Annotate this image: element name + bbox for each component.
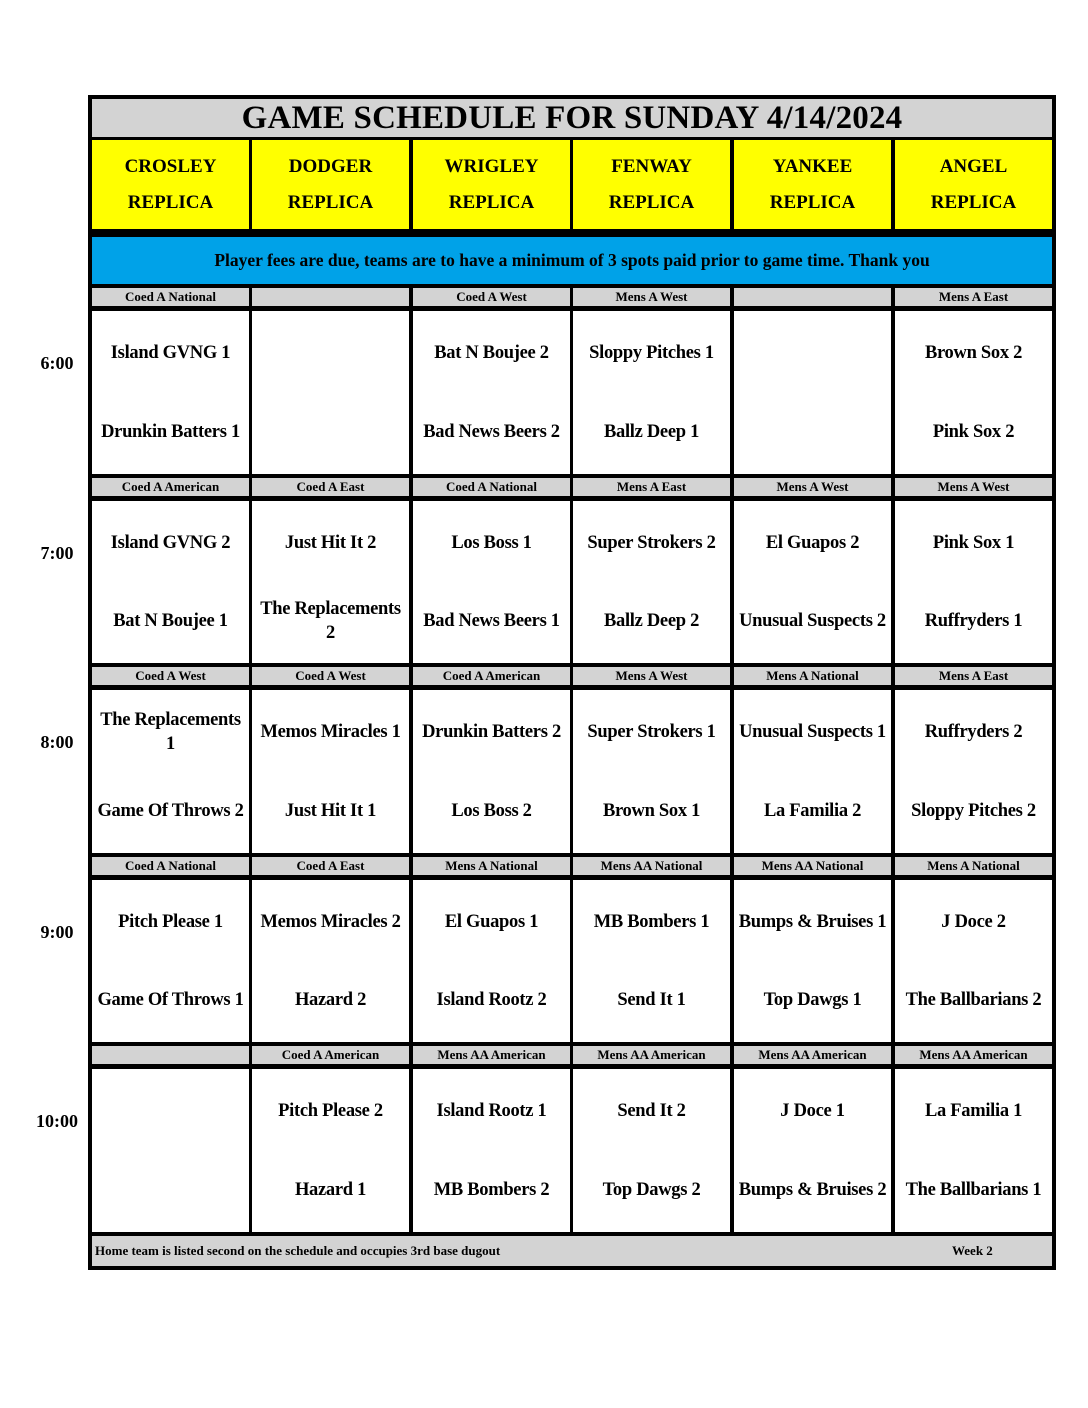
game-cell <box>895 501 1052 663</box>
division-label: Mens A East <box>573 478 730 496</box>
division-label <box>734 288 891 306</box>
division-label: Coed A East <box>252 857 409 875</box>
division-label: Coed A National <box>92 857 249 875</box>
game-cell <box>573 501 730 663</box>
game-cell <box>573 1069 730 1232</box>
field-name: FENWAY <box>611 155 692 177</box>
away-team: Just Hit It 2 <box>284 533 377 553</box>
division-label: Coed A American <box>92 478 249 496</box>
away-team: Los Boss 1 <box>451 533 532 553</box>
game-cell <box>573 690 730 853</box>
home-team: Ballz Deep 2 <box>603 611 700 631</box>
time-label: 6:00 <box>40 353 74 373</box>
week-label: Week 2 <box>952 1243 993 1258</box>
time-label: 10:00 <box>36 1111 78 1131</box>
home-team: Drunkin Batters 1 <box>101 422 240 442</box>
away-team: Bumps & Bruises 1 <box>738 912 887 932</box>
home-team: Pink Sox 2 <box>932 422 1015 442</box>
game-cell <box>734 501 891 663</box>
game-cell <box>895 880 1052 1042</box>
home-team: Bat N Boujee 1 <box>113 611 228 631</box>
game-cell <box>92 501 249 663</box>
home-team: Game Of Throws 1 <box>97 990 244 1010</box>
field-type: REPLICA <box>287 191 374 213</box>
division-label: Mens A National <box>734 667 891 685</box>
field-header <box>413 140 570 229</box>
away-team: Send It 2 <box>617 1101 686 1121</box>
game-cell <box>734 1069 891 1232</box>
game-cell <box>252 501 409 663</box>
home-team: MB Bombers 2 <box>433 1180 550 1200</box>
division-label: Mens AA National <box>734 857 891 875</box>
away-team: Super Strokers 2 <box>587 533 716 553</box>
schedule-table <box>88 95 1056 1270</box>
away-team: La Familia 1 <box>924 1101 1023 1121</box>
away-team: El Guapos 2 <box>765 533 860 553</box>
game-cell <box>413 311 570 474</box>
away-team: El Guapos 1 <box>444 912 539 932</box>
away-team: Unusual Suspects 1 <box>739 722 886 742</box>
away-team: J Doce 2 <box>941 912 1006 932</box>
away-team: Pitch Please 1 <box>118 912 223 932</box>
home-team: The Ballbarians 1 <box>905 1180 1042 1200</box>
game-cell <box>573 311 730 474</box>
division-label: Mens A West <box>573 288 730 306</box>
division-label: Coed A West <box>92 667 249 685</box>
field-type: REPLICA <box>930 191 1017 213</box>
home-team: Game Of Throws 2 <box>97 801 244 821</box>
fee-notice-banner: Player fees are due, teams are to have a minimum of 3 spots paid prior to game time. Thank you <box>92 237 1052 284</box>
away-team: Drunkin Batters 2 <box>422 722 561 742</box>
game-cell <box>252 690 409 853</box>
division-label: Mens A West <box>734 478 891 496</box>
game-cell <box>573 880 730 1042</box>
away-team: Brown Sox 2 <box>924 343 1023 363</box>
schedule-title: GAME SCHEDULE FOR SUNDAY 4/14/2024 <box>92 99 1052 137</box>
field-name: ANGEL <box>939 155 1008 177</box>
division-label: Mens A West <box>895 478 1052 496</box>
footer-row <box>92 1236 1052 1266</box>
game-cell <box>413 501 570 663</box>
division-label: Mens AA American <box>734 1046 891 1064</box>
field-name: DODGER <box>288 155 373 177</box>
away-team: J Doce 1 <box>780 1101 845 1121</box>
home-team: Hazard 1 <box>294 1180 367 1200</box>
division-label: Mens AA American <box>895 1046 1052 1064</box>
home-team: Bad News Beers 1 <box>423 611 560 631</box>
home-team: The Ballbarians 2 <box>905 990 1042 1010</box>
home-team: Bumps & Bruises 2 <box>738 1180 887 1200</box>
away-team: Memos Miracles 1 <box>260 722 401 742</box>
home-team: Sloppy Pitches 2 <box>911 801 1036 821</box>
game-cell <box>895 1069 1052 1232</box>
field-type: REPLICA <box>769 191 856 213</box>
field-type: REPLICA <box>608 191 695 213</box>
game-cell <box>413 1069 570 1232</box>
division-label: Coed A National <box>92 288 249 306</box>
game-cell <box>734 690 891 853</box>
home-team: Bad News Beers 2 <box>423 422 560 442</box>
division-label: Coed A American <box>252 1046 409 1064</box>
field-name: YANKEE <box>772 155 853 177</box>
away-team: Bat N Boujee 2 <box>434 343 549 363</box>
game-cell <box>92 311 249 474</box>
division-label <box>92 1046 249 1064</box>
home-team: Top Dawgs 2 <box>602 1180 701 1200</box>
home-team: Hazard 2 <box>294 990 367 1010</box>
away-team: Memos Miracles 2 <box>260 912 401 932</box>
field-type: REPLICA <box>448 191 535 213</box>
home-team: Brown Sox 1 <box>602 801 701 821</box>
away-team: The Replacements 1 <box>100 710 241 754</box>
division-label: Mens A National <box>413 857 570 875</box>
field-name: CROSLEY <box>124 155 217 177</box>
division-label: Mens AA American <box>573 1046 730 1064</box>
division-label: Coed A West <box>413 288 570 306</box>
division-label: Mens A National <box>895 857 1052 875</box>
away-team: Island Rootz 1 <box>436 1101 547 1121</box>
away-team: MB Bombers 1 <box>593 912 710 932</box>
home-team: Send It 1 <box>617 990 686 1010</box>
game-cell <box>413 880 570 1042</box>
game-cell <box>252 311 409 474</box>
division-label: Coed A American <box>413 667 570 685</box>
field-header <box>573 140 730 229</box>
field-header <box>895 140 1052 229</box>
game-cell <box>734 311 891 474</box>
home-team: The Replacements 2 <box>260 599 401 643</box>
time-label: 9:00 <box>40 922 74 942</box>
away-team: Pitch Please 2 <box>278 1101 383 1121</box>
footer-note: Home team is listed second on the schedule and occupies 3rd base dugout <box>95 1243 501 1258</box>
away-team: Super Strokers 1 <box>587 722 716 742</box>
game-cell <box>252 1069 409 1232</box>
time-label: 8:00 <box>40 732 74 752</box>
home-team: Island Rootz 2 <box>436 990 547 1010</box>
division-label: Mens A East <box>895 288 1052 306</box>
division-label: Coed A National <box>413 478 570 496</box>
game-cell <box>895 311 1052 474</box>
field-type: REPLICA <box>127 191 214 213</box>
home-team: Top Dawgs 1 <box>763 990 862 1010</box>
game-cell <box>92 1069 249 1232</box>
time-label: 7:00 <box>40 543 74 563</box>
field-header <box>734 140 891 229</box>
game-cell <box>92 880 249 1042</box>
game-cell <box>92 690 249 853</box>
home-team: Unusual Suspects 2 <box>739 611 886 631</box>
division-label: Coed A East <box>252 478 409 496</box>
away-team: Island GVNG 1 <box>110 343 231 363</box>
division-label: Coed A West <box>252 667 409 685</box>
division-label: Mens AA National <box>573 857 730 875</box>
home-team: Just Hit It 1 <box>284 801 377 821</box>
away-team: Island GVNG 2 <box>110 533 231 553</box>
home-team: La Familia 2 <box>763 801 862 821</box>
field-header <box>252 140 409 229</box>
away-team: Ruffryders 2 <box>924 722 1023 742</box>
field-header <box>92 140 249 229</box>
game-cell <box>252 880 409 1042</box>
game-cell <box>734 880 891 1042</box>
field-name: WRIGLEY <box>444 155 539 177</box>
away-team: Pink Sox 1 <box>932 533 1015 553</box>
home-team: Los Boss 2 <box>451 801 532 821</box>
game-cell <box>413 690 570 853</box>
division-label: Mens AA American <box>413 1046 570 1064</box>
game-cell <box>895 690 1052 853</box>
away-team: Sloppy Pitches 1 <box>589 343 714 363</box>
home-team: Ballz Deep 1 <box>603 422 700 442</box>
division-label: Mens A West <box>573 667 730 685</box>
division-label: Mens A East <box>895 667 1052 685</box>
division-label <box>252 288 409 306</box>
home-team: Ruffryders 1 <box>924 611 1023 631</box>
